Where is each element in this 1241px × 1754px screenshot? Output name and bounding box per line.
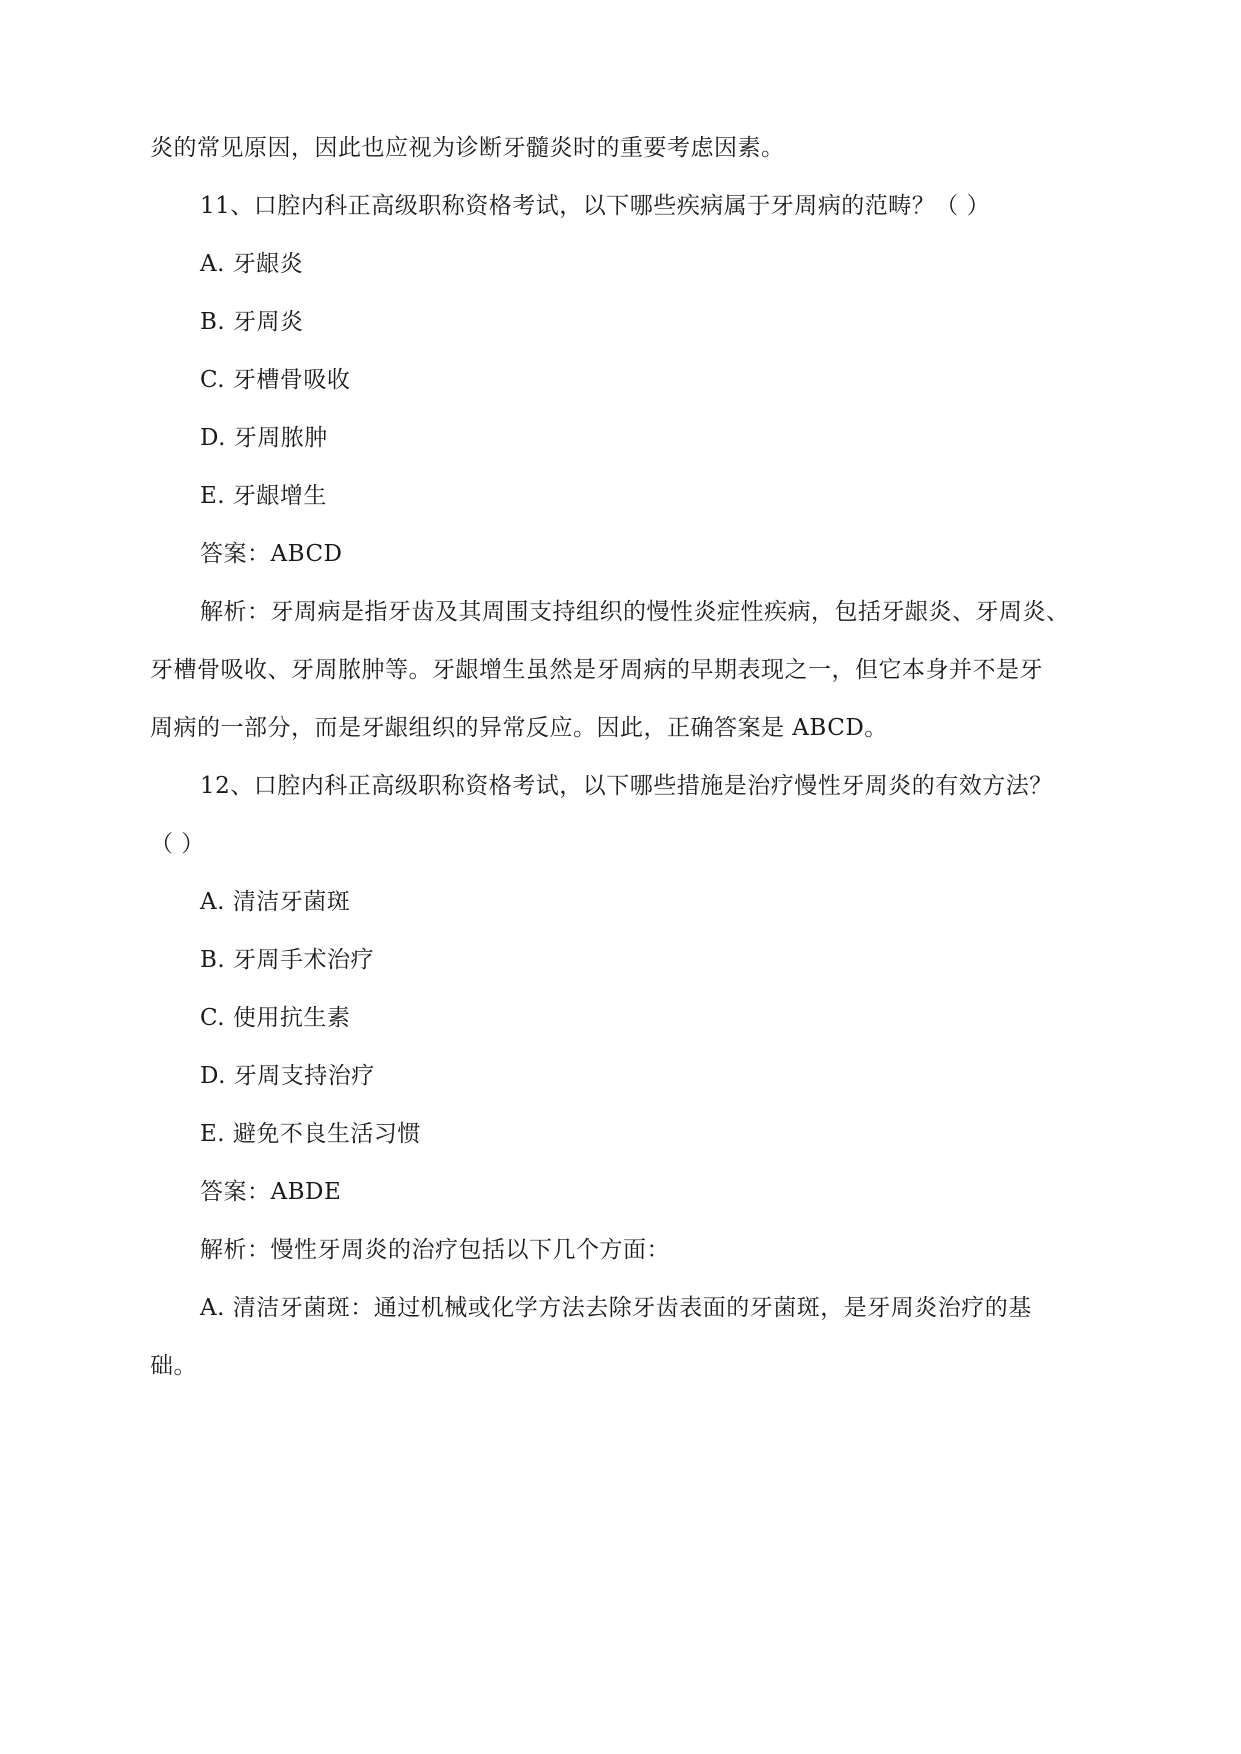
q12-analysis-a-line-1: A. 清洁牙菌斑：通过机械或化学方法去除牙齿表面的牙菌斑，是牙周炎治疗的基 — [200, 1295, 1032, 1321]
q11-analysis-line-2: 牙槽骨吸收、牙周脓肿等。牙龈增生虽然是牙周病的早期表现之一，但它本身并不是牙 — [150, 657, 1043, 683]
q12-answer: 答案：ABDE — [200, 1179, 342, 1205]
q11-analysis-line-3: 周病的一部分，而是牙龈组织的异常反应。因此，正确答案是 ABCD。 — [150, 715, 888, 741]
q11-option-b: B. 牙周炎 — [200, 309, 304, 335]
q11-answer: 答案：ABCD — [200, 541, 343, 567]
q12-stem-line-2: （ ） — [150, 831, 205, 857]
carryover-text: 炎的常见原因，因此也应视为诊断牙髓炎时的重要考虑因素。 — [150, 135, 785, 161]
q12-option-d: D. 牙周支持治疗 — [200, 1063, 375, 1089]
q12-stem-line-1: 12、口腔内科正高级职称资格考试，以下哪些措施是治疗慢性牙周炎的有效方法？ — [200, 773, 1053, 799]
q12-analysis-a-line-2: 础。 — [150, 1353, 197, 1379]
q11-analysis-line-1: 解析：牙周病是指牙齿及其周围支持组织的慢性炎症性疾病，包括牙龈炎、牙周炎、 — [200, 599, 1070, 625]
q12-option-a: A. 清洁牙菌斑 — [200, 889, 351, 915]
q11-option-a: A. 牙龈炎 — [200, 251, 304, 277]
q12-analysis-intro: 解析：慢性牙周炎的治疗包括以下几个方面： — [200, 1237, 670, 1263]
q11-option-e: E. 牙龈增生 — [200, 483, 327, 509]
q11-option-d: D. 牙周脓肿 — [200, 425, 328, 451]
q11-stem: 11、口腔内科正高级职称资格考试，以下哪些疾病属于牙周病的范畴？（ ） — [200, 193, 991, 219]
q11-option-c: C. 牙槽骨吸收 — [200, 367, 351, 393]
q12-option-c: C. 使用抗生素 — [200, 1005, 351, 1031]
q12-option-b: B. 牙周手术治疗 — [200, 947, 375, 973]
q12-option-e: E. 避免不良生活习惯 — [200, 1121, 421, 1147]
